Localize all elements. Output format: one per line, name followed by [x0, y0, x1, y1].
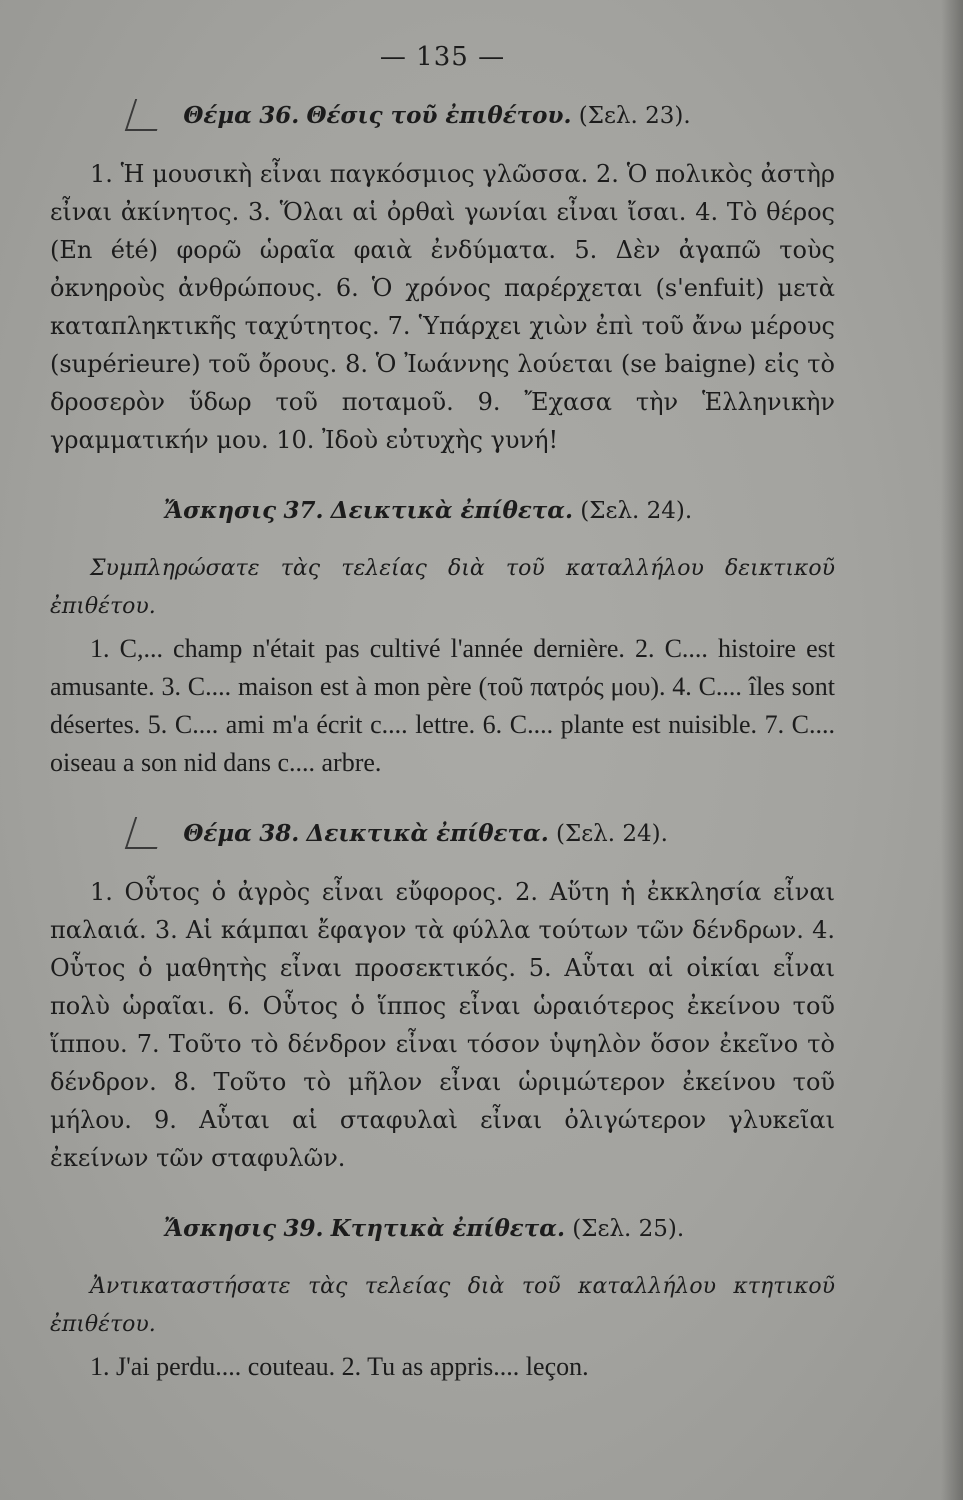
heading-label: Θέμα: [183, 102, 252, 129]
heading-thema-38: [50, 820, 835, 847]
page-content: [50, 42, 835, 1424]
instruction-37: Συμπληρώσατε τὰς τελείας διὰ τοῦ καταλλήλου δεικτικοῦ ἐπιθέτου.: [50, 556, 835, 619]
heading-title: Δεικτικὰ ἐπίθετα.: [330, 497, 573, 524]
heading-label: Ἄσκησις: [164, 1215, 277, 1242]
heading-ref: (Σελ. 24).: [580, 498, 693, 524]
exercise-text-37: 1. C,... champ n'était pas cultivé l'année dernière. 2. C.... histoire est amusante. 3. C.... maison est à mon père (τοῦ πατρός μου). 4. C.... îles sont désertes. 5. C.... ami m'a écrit c.... lettre. 6. C.... plante est nuisible. 7. C.... oiseau a son nid dans c.... arbre.: [50, 634, 835, 777]
heading-ref: (Σελ. 23).: [578, 103, 691, 129]
instruction-39: Ἀντικαταστήσατε τὰς τελείας διὰ τοῦ καταλλήλου κτητικοῦ ἐπιθέτου.: [50, 1274, 835, 1337]
page-number: — 135 —: [379, 42, 506, 72]
heading-askisi-39: [50, 1215, 835, 1242]
heading-title: Κτητικὰ ἐπίθετα.: [330, 1215, 565, 1242]
exercise-text-39: 1. J'ai perdu.... couteau. 2. Tu as appris.... leçon.: [90, 1352, 589, 1381]
heading-title: Θέσις τοῦ ἐπιθέτου.: [306, 102, 572, 129]
heading-title: Δεικτικὰ ἐπίθετα.: [306, 820, 549, 847]
heading-number: 38.: [259, 820, 300, 847]
heading-label: Ἄσκησις: [164, 497, 277, 524]
exercise-text-36: 1. Ἡ μουσικὴ εἶναι παγκόσμιος γλῶσσα. 2. Ὁ πολικὸς ἀστὴρ εἶναι ἀκίνητος. 3. Ὅλαι αἱ ὀρθαὶ γωνίαι εἶναι ἴσαι. 4. Τὸ θέρος (En été) φορῶ ὡραῖα φαιὰ ἐνδύματα. 5. Δὲν ἀγαπῶ τοὺς ὀκνηροὺς ἀνθρώπους. 6. Ὁ χρόνος παρέρχεται (s'enfuit) μετὰ καταπληκτικῆς ταχύτητος. 7. Ὑπάρχει χιὼν ἐπὶ τοῦ ἄνω μέρους (supérieure) τοῦ ὄρους. 8. Ὁ Ἰωάννης λούεται (se baigne) εἰς τὸ δροσερὸν ὕδωρ τοῦ ποταμοῦ. 9. Ἔχασα τὴν Ἑλληνικὴν γραμματικήν μου. 10. Ἰδοὺ εὐτυχὴς γυνή!: [50, 160, 835, 454]
heading-thema-36: [50, 102, 835, 129]
page-edge-shadow: [941, 0, 963, 1500]
heading-number: 39.: [283, 1215, 324, 1242]
heading-askisi-37: [50, 497, 835, 524]
heading-number: 37.: [283, 497, 324, 524]
heading-number: 36.: [259, 102, 300, 129]
heading-ref: (Σελ. 25).: [572, 1216, 685, 1242]
exercise-text-38: 1. Οὗτος ὁ ἀγρὸς εἶναι εὔφορος. 2. Αὕτη ἡ ἐκκλησία εἶναι παλαιά. 3. Αἱ κάμπαι ἔφαγον τὰ φύλλα τούτων τῶν δένδρων. 4. Οὗτος ὁ μαθητὴς εἶναι προσεκτικός. 5. Αὗται αἱ οἰκίαι εἶναι πολὺ ὡραῖαι. 6. Οὗτος ὁ ἵππος εἶναι ὡραιότερος ἐκείνου τοῦ ἵππου. 7. Τοῦτο τὸ δένδρον εἶναι τόσον ὑψηλὸν ὅσον ἐκεῖνο τὸ δένδρον. 8. Τοῦτο τὸ μῆλον εἶναι ὡριμώτερον ἐκείνου τοῦ μήλου. 9. Αὗται αἱ σταφυλαὶ εἶναι ὀλιγώτερον γλυκεῖαι ἐκείνων τῶν σταφυλῶν.: [50, 878, 835, 1172]
heading-ref: (Σελ. 24).: [556, 821, 668, 847]
heading-label: Θέμα: [183, 820, 252, 847]
